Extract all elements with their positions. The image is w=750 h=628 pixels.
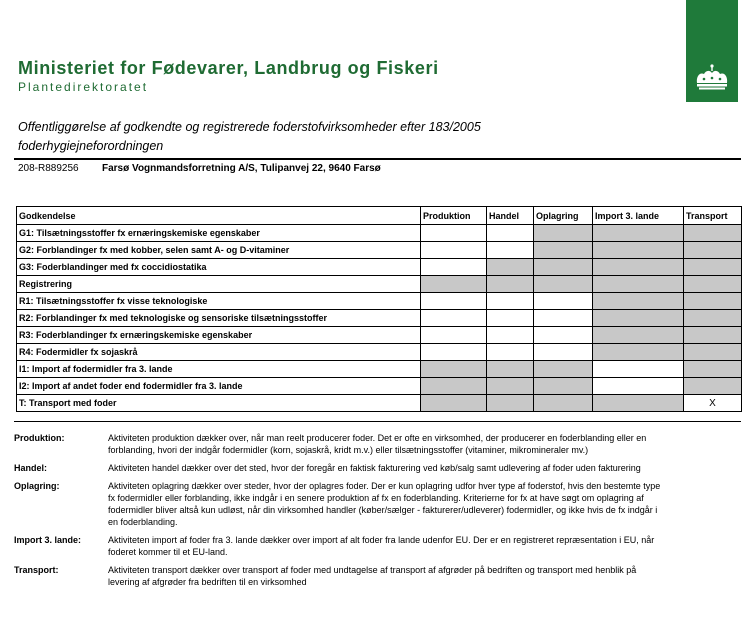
table-row <box>17 276 742 293</box>
row-label: R2: Forblandinger fx med teknologiske og sensoriske tilsætningsstoffer <box>17 310 421 327</box>
definition-text: Aktiviteten oplagring dækker over steder, hvor der oplagres foder. Der er kun oplagring udfor hver type af foderstof, hvis den bestemte type fx fodermidler eller forblanding, ikke indgår i en senere produktion af fx en foderblanding. Kriterierne for fx at have søgt om oplagring af fodermidler bliver altså kun udløst, når din virksomhed handler (køber/sælger - fakturerer/udleverer) fodermidler, og ikke hvis de fx indgår i en foderblanding. <box>108 481 661 527</box>
definition-item <box>14 462 744 474</box>
table-row <box>17 378 742 395</box>
definition-item <box>14 564 744 588</box>
table-cell <box>534 225 593 242</box>
ministry-name: Ministeriet for Fødevarer, Landbrug og Fiskeri <box>18 58 439 78</box>
table-cell <box>593 225 684 242</box>
row-label: R3: Foderblandinger fx ernæringskemiske egenskaber <box>17 327 421 344</box>
row-label: R4: Fodermidler fx sojaskrå <box>17 344 421 361</box>
company-id: 208-R889256 <box>18 163 79 174</box>
approval-table <box>16 206 742 412</box>
definition-term: Transport: <box>14 565 59 575</box>
definition-item <box>14 480 744 528</box>
table-header-row <box>17 207 742 225</box>
table-cell <box>593 378 684 395</box>
table-cell <box>534 242 593 259</box>
table-cell <box>421 361 487 378</box>
table-cell: X <box>684 395 742 412</box>
table-cell <box>487 310 534 327</box>
table-cell <box>593 276 684 293</box>
table-cell <box>593 242 684 259</box>
row-label: Registrering <box>17 276 421 293</box>
column-header: Import 3. lande <box>593 207 684 225</box>
table-cell <box>534 293 593 310</box>
table-cell <box>534 378 593 395</box>
table-cell <box>421 395 487 412</box>
table-cell <box>684 344 742 361</box>
table-row <box>17 259 742 276</box>
table-cell <box>534 361 593 378</box>
document-title-line-1: Offentliggørelse af godkendte og registrerede foderstofvirksomheder efter 183/2005 <box>18 120 481 134</box>
crown-icon <box>694 64 730 90</box>
table-row <box>17 293 742 310</box>
table-cell <box>421 293 487 310</box>
row-label: G1: Tilsætningsstoffer fx ernæringskemiske egenskaber <box>17 225 421 242</box>
table-cell <box>593 293 684 310</box>
table-cell <box>421 242 487 259</box>
table-cell <box>684 259 742 276</box>
table-cell <box>487 378 534 395</box>
column-header: Produktion <box>421 207 487 225</box>
document-title <box>18 118 578 156</box>
table-divider <box>14 421 741 422</box>
table-cell <box>534 310 593 327</box>
table-row <box>17 225 742 242</box>
definition-term: Produktion: <box>14 433 65 443</box>
table-cell <box>684 276 742 293</box>
table-cell <box>487 327 534 344</box>
table-cell <box>487 361 534 378</box>
table-cell <box>684 361 742 378</box>
table-cell <box>534 395 593 412</box>
table-cell <box>593 361 684 378</box>
table-cell <box>593 327 684 344</box>
header-divider <box>14 158 741 160</box>
column-header: Transport <box>684 207 742 225</box>
table-cell <box>684 293 742 310</box>
table-cell <box>421 259 487 276</box>
table-cell <box>421 378 487 395</box>
table-cell <box>684 225 742 242</box>
table-cell <box>534 276 593 293</box>
table-cell <box>421 225 487 242</box>
row-label: G2: Forblandinger fx med kobber, selen samt A- og D-vitaminer <box>17 242 421 259</box>
table-cell <box>487 259 534 276</box>
ministry-logo <box>686 0 738 102</box>
table-cell <box>534 327 593 344</box>
column-header: Handel <box>487 207 534 225</box>
table-row <box>17 310 742 327</box>
row-label: T: Transport med foder <box>17 395 421 412</box>
definition-term: Import 3. lande: <box>14 535 82 545</box>
table-cell <box>593 259 684 276</box>
column-header: Oplagring <box>534 207 593 225</box>
table-cell <box>593 310 684 327</box>
table-row <box>17 344 742 361</box>
table-cell <box>684 327 742 344</box>
table-cell <box>684 310 742 327</box>
table-cell <box>487 395 534 412</box>
table-cell <box>421 327 487 344</box>
definitions-list <box>14 432 744 594</box>
definition-term: Handel: <box>14 463 48 473</box>
column-header: Godkendelse <box>17 207 421 225</box>
row-label: G3: Foderblandinger med fx coccidiostatika <box>17 259 421 276</box>
table-cell <box>487 344 534 361</box>
table-cell <box>684 242 742 259</box>
table-cell <box>487 242 534 259</box>
table-cell <box>487 293 534 310</box>
table-row <box>17 327 742 344</box>
table-cell <box>593 344 684 361</box>
table-cell <box>593 395 684 412</box>
definition-item <box>14 534 744 558</box>
table-cell <box>534 259 593 276</box>
table-cell <box>684 378 742 395</box>
table-cell <box>487 276 534 293</box>
definition-text: Aktiviteten handel dækker over det sted, hvor der foregår en faktisk fakturering ved køb/salg samt udlevering af foder uden fakturering <box>108 463 641 473</box>
table-row <box>17 395 742 412</box>
table-cell <box>534 344 593 361</box>
definition-text: Aktiviteten transport dækker over transport af foder med undtagelse af transport af afgrøder på bedriften og transport med henblik på levering af afgrøder fra bedriften til en virksomhed <box>108 565 637 587</box>
table-row <box>17 361 742 378</box>
table-cell <box>421 276 487 293</box>
table-cell <box>421 344 487 361</box>
table-cell <box>487 225 534 242</box>
row-label: I1: Import af fodermidler fra 3. lande <box>17 361 421 378</box>
row-label: R1: Tilsætningsstoffer fx visse teknologiske <box>17 293 421 310</box>
definition-item <box>14 432 744 456</box>
definition-text: Aktiviteten produktion dækker over, når man reelt producerer foder. Det er ofte en virksomhed, der producerer en foderblanding eller en forblanding, hvori der indgår fodermidler (korn, sojaskrå, kridt m.v.) eller tilsætningsstoffer (vitaminer, mikromineraler mv.) <box>108 433 647 455</box>
row-label: I2: Import af andet foder end fodermidler fra 3. lande <box>17 378 421 395</box>
company-name: Farsø Vognmandsforretning A/S, Tulipanvej 22, 9640 Farsø <box>102 163 381 174</box>
directorate-name: Plantedirektoratet <box>18 80 149 94</box>
table-row <box>17 242 742 259</box>
table-cell <box>421 310 487 327</box>
document-title-line-2: foderhygiejneforordningen <box>18 139 164 153</box>
definition-term: Oplagring: <box>14 481 60 491</box>
definition-text: Aktiviteten import af foder fra 3. lande dækker over import af alt foder fra lande udenfor EU. Der er en registreret repræsentation i EU, når foderet kommer til et EU-land. <box>108 535 655 557</box>
